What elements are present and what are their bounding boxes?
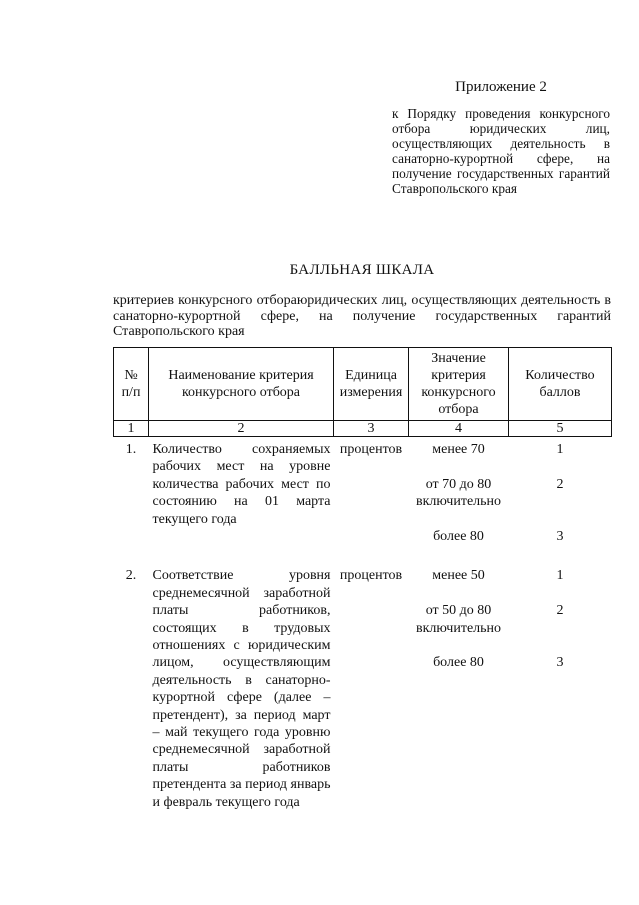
column-index: 3 <box>334 421 409 437</box>
criterion-name: Количество сохраняемых рабочих мест на уровне количества рабочих мест по состоянию на 01 марта текущего года <box>152 442 331 527</box>
header-criterion-value: Значение критерия конкурсного отбора <box>409 348 509 421</box>
criterion-value: более 80 <box>433 528 484 544</box>
appendix-text: к Порядку проведения конкурсного отбора юридических лиц, осуществляющих деятельность в санаторно-курортной сфере, на получение государственных гарантий Ставропольского края <box>392 106 610 196</box>
header-number: № п/п <box>114 348 149 421</box>
row-spacer <box>114 545 612 567</box>
criterion-value: более 80 <box>433 655 484 671</box>
score-value: 2 <box>556 476 564 492</box>
score-value: 3 <box>556 528 564 544</box>
criterion-unit: процентов <box>339 568 403 584</box>
criterion-name: Соответствие уровня среднемесячной заработной платы работников, состоящих в трудовых отношениях с юридическим лицом, осуществляющим деятельность в санаторно-курортной сфере (далее – претендент), за период март – май текущего года уровню среднемесячной заработной платы работников претендента за период январь и февраль текущего года <box>152 568 331 810</box>
document-subtitle: критериев конкурсного отбораюридических лиц, осуществляющих деятельность в санаторно-курортной сфере, на получение государственных гарантий Ставропольского края <box>113 293 611 339</box>
criterion-scores <box>509 437 612 546</box>
column-index: 5 <box>509 421 612 437</box>
header-score: Количество баллов <box>509 348 612 421</box>
score-value: 2 <box>556 603 564 619</box>
score-value: 3 <box>556 655 564 671</box>
criterion-value: от 50 до 80 включительно <box>415 603 502 636</box>
table-row <box>114 437 612 546</box>
criterion-value: менее 50 <box>432 568 485 584</box>
criterion-unit: процентов <box>339 442 403 457</box>
column-index: 4 <box>409 421 509 437</box>
table-column-index-row <box>114 421 612 437</box>
criterion-values <box>409 437 509 546</box>
row-number: 2. <box>125 568 137 584</box>
column-index: 1 <box>114 421 149 437</box>
appendix-block <box>392 78 610 196</box>
criterion-scores <box>509 567 612 811</box>
score-value: 1 <box>556 568 564 584</box>
criteria-table <box>113 347 612 811</box>
appendix-title: Приложение 2 <box>455 79 547 95</box>
header-unit: Единица измерения <box>334 348 409 421</box>
table-row <box>114 567 612 811</box>
score-value: 1 <box>556 442 564 457</box>
document-title: БАЛЛЬНАЯ ШКАЛА <box>289 262 435 278</box>
header-criterion-name: Наименование критерия конкурсного отбора <box>149 348 334 421</box>
criterion-value: менее 70 <box>432 442 485 457</box>
criterion-values <box>409 567 509 811</box>
table-header-row <box>114 348 612 421</box>
row-number: 1. <box>125 442 137 457</box>
column-index: 2 <box>149 421 334 437</box>
criterion-value: от 70 до 80 включительно <box>415 476 502 510</box>
